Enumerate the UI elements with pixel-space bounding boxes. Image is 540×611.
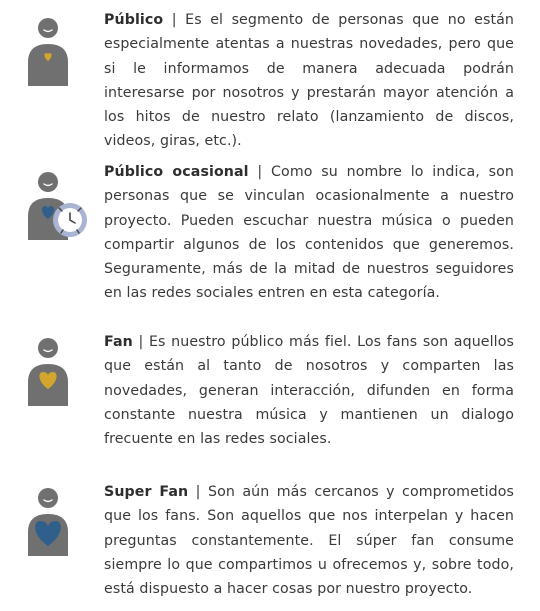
person-small-heart-icon <box>26 14 70 86</box>
entry-description: Como su nombre lo indica, son personas que se vinculan ocasionalmente a nuestro proyecto. Pueden escuchar nuestra música o pueden compartir algunos de los contenidos que generemos. Seguramente, más de la mitad de nuestros seguidores en las redes sociales entren en esta categoría. <box>104 164 514 302</box>
entry-text: Público ocasional | Como su nombre lo indica, son personas que se vinculan ocasionalmente a nuestro proyecto. Pueden escuchar nuestra música o pueden compartir algunos de los contenidos que generemos. Seguramente, más de la mitad de nuestros seguidores en las redes sociales entren en esta categoría. <box>104 164 514 302</box>
entry-term: Super Fan <box>104 484 189 500</box>
entry-text: Super Fan | Son aún más cercanos y comprometidos que los fans. Son aquellos que nos interpelan y hacen preguntas constantemente. El súper fan consume siempre lo que compartimos u ofrecemos y, sobre todo, está dispuesto a hacer cosas por nuestro proyecto. <box>104 484 514 598</box>
entry-description: Es el segmento de personas que no están especialmente atentas a nuestras novedades, pero que si le informamos de manera adecuada podrán interesarse por nosotros y prestarán mayor atención a los hitos de nuestro relato (lanzamiento de discos, videos, giras, etc.). <box>104 12 514 150</box>
entry-description: Son aún más cercanos y comprometidos que los fans. Son aquellos que nos interpelan y hacen preguntas constantemente. El súper fan consume siempre lo que compartimos u ofrecemos y, sobre todo, está dispuesto a hacer cosas por nuestro proyecto. <box>104 484 514 598</box>
person-medium-heart-icon <box>26 334 70 406</box>
entry-term: Fan <box>104 334 133 350</box>
clock-icon <box>53 203 87 237</box>
person-large-heart-icon <box>26 484 70 556</box>
entry-term: Público ocasional <box>104 164 249 180</box>
entry-description: Es nuestro público más fiel. Los fans son aquellos que están al tanto de nosotros y comparten las novedades, generan interacción, difunden en forma constante nuestra música y mantienen un dialogo frecuente en las redes sociales. <box>104 334 514 448</box>
entry-term: Público <box>104 12 164 28</box>
person-heart-clock-icon <box>26 168 88 240</box>
entry-text: Público | Es el segmento de personas que no están especialmente atentas a nuestras novedades, pero que si le informamos de manera adecuada podrán interesarse por nosotros y prestarán mayor atención a los hitos de nuestro relato (lanzamiento de discos, videos, giras, etc.). <box>104 12 514 150</box>
entry-text: Fan | Es nuestro público más fiel. Los fans son aquellos que están al tanto de nosotros y comparten las novedades, generan interacción, difunden en forma constante nuestra música y mantienen un dialogo frecuente en las redes sociales. <box>104 334 514 448</box>
